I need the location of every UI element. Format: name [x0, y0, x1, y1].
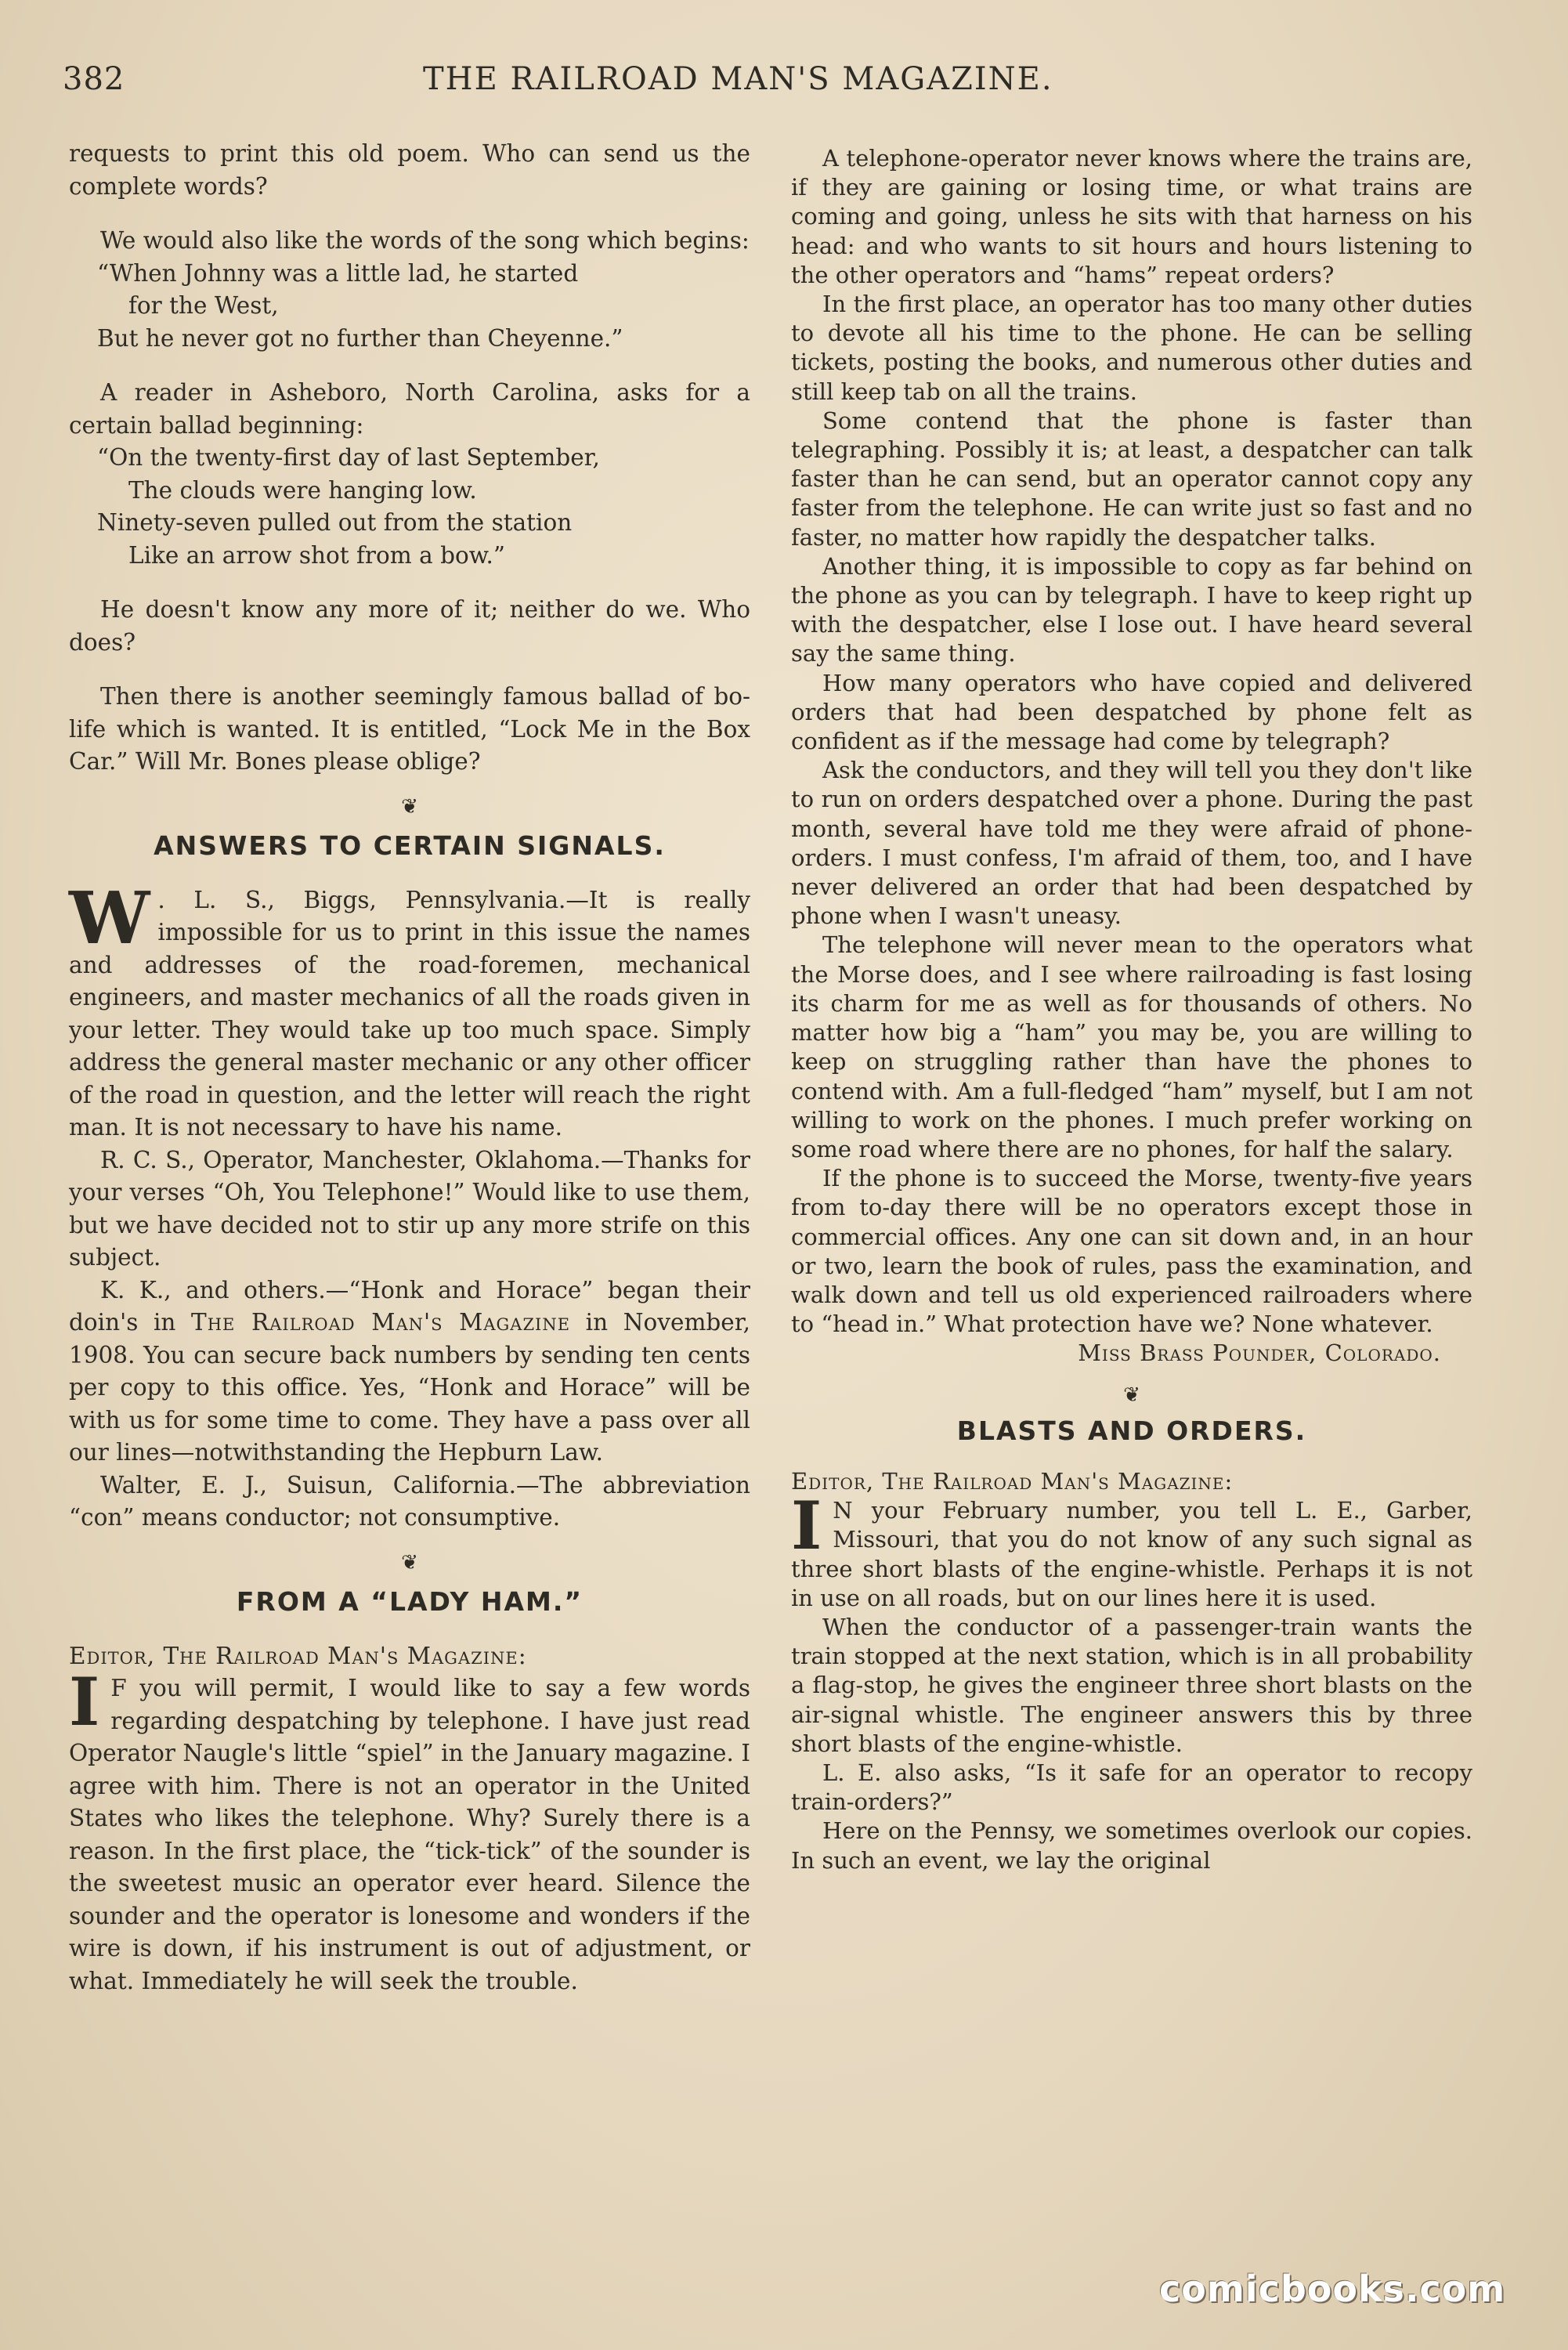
paragraph-text: in November, 1908. You can secure back numbers by sending ten cents per copy to this office. Yes, “Honk and Horace” will be with us for some time to come. They have a pass over all our lines—notwithstanding the Hepburn Law. — [69, 1309, 750, 1466]
paragraph: He doesn't know any more of it; neither do we. Who does? — [69, 596, 750, 656]
paragraph — [69, 875, 750, 1144]
section-heading-signals: ANSWERS TO CERTAIN SIGNALS. — [154, 830, 666, 861]
paragraph: R. C. S., Operator, Manchester, Oklahoma.—Thanks for your verses “Oh, You Telephone!” Would like to use them, but we have decided not to stir up any more strife on this subject. — [69, 1146, 750, 1271]
paragraph: requests to print this old poem. Who can send us the complete words? — [69, 140, 750, 200]
paragraph: How many operators who have copied and delivered orders that had been despatched by phone felt as confident as if the message had come by telegraph? — [791, 669, 1472, 755]
running-head: THE RAILROAD MAN'S MAGAZINE. — [423, 61, 1053, 97]
paragraph — [69, 1663, 750, 1998]
editor-salutation: Editor, The Railroad Man's Magazine: — [791, 1467, 1234, 1495]
verse-line: for the West, — [128, 292, 279, 319]
verse-line: “When Johnny was a little lad, he started — [97, 259, 579, 287]
paragraph: A telephone-operator never knows where the trains are, if they are gaining or losing time, or what trains are coming and going, unless he sits with that harness on his head: and who wants to sit hours and hours listening to the other operators and “hams” repeat orders? — [791, 145, 1472, 288]
section-heading-blasts: BLASTS AND ORDERS. — [956, 1415, 1307, 1446]
editor-salutation: Editor, The Railroad Man's Magazine: — [69, 1642, 527, 1669]
ornament-icon: ❦ — [401, 1550, 418, 1574]
left-column — [69, 138, 750, 1998]
verse-johnny — [97, 258, 750, 356]
paragraph: If the phone is to succeed the Morse, twenty-five years from to-day there will be no operators except those in commercial offices. Any one can sit down and, in an hour or two, learn the book of rules, pass the examination, and walk down and tell us old experienced railroaders where to “head in.” What protection have we? None whatever. — [791, 1165, 1472, 1338]
magazine-title: The Railroad Man's Magazine — [191, 1309, 571, 1336]
paragraph: Another thing, it is impossible to copy as far behind on the phone as you can by telegraph. I have to keep right up with the despatcher, else I lose out. I have heard several say the same thing. — [791, 552, 1472, 667]
verse-line: Ninety-seven pulled out from the station — [97, 509, 573, 536]
verse-line: But he never got no further than Cheyenne.” — [97, 324, 623, 352]
section-heading-lady-ham: FROM A “LADY HAM.” — [236, 1586, 583, 1617]
paragraph: Here on the Pennsy, we sometimes overlook our copies. In such an event, we lay the original — [791, 1817, 1472, 1874]
paragraph: Then there is another seemingly famous ballad of bo-life which is wanted. It is entitled, “Lock Me in the Box Car.” Will Mr. Bones please oblige? — [69, 683, 750, 775]
page-header — [63, 61, 1504, 108]
paragraph: Walter, E. J., Suisun, California.—The abbreviation “con” means conductor; not consumptive. — [69, 1471, 750, 1531]
paragraph: L. E. also asks, “Is it safe for an operator to recopy train-orders?” — [791, 1759, 1472, 1816]
paragraph-text: F you will permit, I would like to say a few words regarding despatching by telephone. I have just read Operator Naugle's little “spiel” in the January magazine. I agree with him. There is not an operator in the United States who likes the telephone. Why? Surely there is a reason. In the first place, the “tick-tick” of the sounder is the sweetest music an operator ever heard. Silence the sounder and the operator is lonesome and wonders if the wire is down, if his instrument is out of adjustment, or what. Immediately he will seek the trouble. — [69, 1675, 750, 1994]
verse-line: Like an arrow shot from a bow.” — [128, 541, 505, 569]
paragraph: We would also like the words of the song which begins: — [100, 227, 750, 254]
drop-cap: W — [69, 875, 150, 960]
verse-line: The clouds were hanging low. — [128, 476, 477, 504]
paragraph: The telephone will never mean to the operators what the Morse does, and I see where railroading is fast losing its charm for me as well as for thousands of others. No matter how big a “ham” you may be, you are willing to keep on struggling rather than have the phones to contend with. Am a full-fledged “ham” myself, but I am not willing to work on the phones. I much prefer working on some road where there are no phones, for half the salary. — [791, 931, 1472, 1162]
paragraph-text: . L. S., Biggs, Pennsylvania.—It is really impossible for us to print in this issue the names and addresses of the road-foremen, mechanical engineers, and master mechanics of all the roads given in your letter. They would take up too much space. Simply address the general master mechanic or any other officer of the road in question, and the letter will reach the right man. It is not necessary to have his name. — [69, 886, 750, 1141]
page-number: 382 — [63, 61, 125, 97]
watermark-logo: comicbooks.com — [1159, 2268, 1506, 2310]
signature: Miss Brass Pounder, Colorado. — [1078, 1340, 1441, 1367]
paragraph — [69, 1274, 750, 1470]
verse-line: “On the twenty-first day of last September, — [97, 444, 600, 471]
paragraph: A reader in Asheboro, North Carolina, asks for a certain ballad beginning: — [69, 379, 750, 439]
paragraph: Ask the conductors, and they will tell you they don't like to run on orders despatched over a phone. During the past month, several have told me they were afraid of phone-orders. I must confess, I'm afraid of them, too, and I have never delivered an order that had been despatched by phone when I wasn't uneasy. — [791, 757, 1472, 930]
verse-september — [97, 442, 750, 572]
right-column — [791, 144, 1472, 1875]
drop-cap: I — [791, 1487, 822, 1565]
paragraph-text: N your February number, you tell L. E., Garber, Missouri, that you do not know of any such signal as three short blasts of the engine-whistle. Perhaps it is not in use on all roads, but on our lines here it is used. — [791, 1497, 1472, 1611]
ornament-icon: ❦ — [401, 794, 418, 819]
paragraph: In the first place, an operator has too many other duties to devote all his time to the phone. He can be selling tickets, posting the books, and numerous other duties and still keep tab on all the trains. — [791, 291, 1472, 405]
paragraph: When the conductor of a passenger-train wants the train stopped at the next station, which is in all probability a flag-stop, he gives the engineer three short blasts on the air-signal whistle. The engineer answers this by three short blasts of the engine-whistle. — [791, 1613, 1472, 1757]
paragraph-text: K. K., and others.—“Honk and Horace” began their doin's in — [69, 1276, 750, 1336]
paragraph — [791, 1487, 1472, 1613]
drop-cap: I — [69, 1663, 100, 1741]
ornament-icon: ❦ — [1123, 1383, 1140, 1407]
paragraph: Some contend that the phone is faster than telegraphing. Possibly it is; at least, a despatcher can talk faster than he can send, but an operator cannot copy any faster from the telephone. He can write just so fast and no faster, no matter how rapidly the despatcher talks. — [791, 407, 1472, 551]
